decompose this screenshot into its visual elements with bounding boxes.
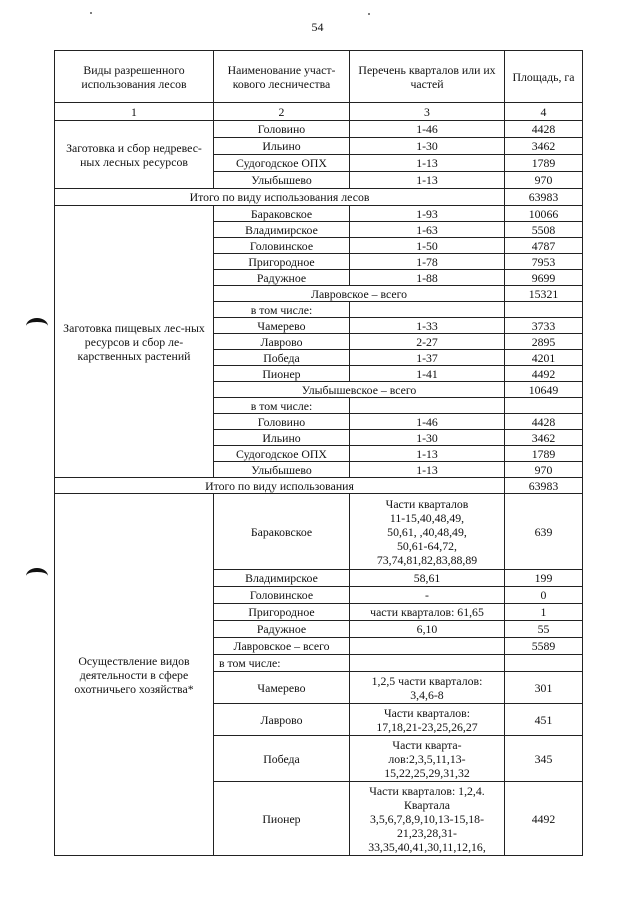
forestry-name: Головинское bbox=[214, 238, 350, 254]
header-forestry-name: Наименование участ-кового лесничества bbox=[214, 51, 350, 103]
quarters-value: 1-50 bbox=[350, 238, 505, 254]
forestry-name: Победа bbox=[214, 350, 350, 366]
quarters-line: Квартала bbox=[403, 797, 451, 812]
area-value: 4492 bbox=[505, 782, 583, 856]
quarters-line: Части кварта- bbox=[392, 737, 462, 752]
forestry-name: Улыбышево bbox=[214, 462, 350, 478]
including-label: в том числе: bbox=[214, 302, 350, 318]
forestry-name: Победа bbox=[214, 736, 350, 782]
area-value: 4201 bbox=[505, 350, 583, 366]
quarters-value bbox=[350, 672, 505, 704]
subtotal-label: Улыбышевское – всего bbox=[214, 382, 505, 398]
forestry-name: Головино bbox=[214, 121, 350, 138]
page-number: 54 bbox=[311, 20, 324, 34]
area-value: 7953 bbox=[505, 254, 583, 270]
quarters-value: 1-37 bbox=[350, 350, 505, 366]
quarters-value: 58,61 bbox=[350, 570, 505, 587]
total-area: 63983 bbox=[505, 189, 583, 206]
area-value: 4492 bbox=[505, 366, 583, 382]
area-value: 970 bbox=[505, 462, 583, 478]
area-value: 3462 bbox=[505, 138, 583, 155]
total-row bbox=[55, 478, 583, 494]
binder-hole-mark bbox=[26, 318, 48, 334]
forestry-name: Владимирское bbox=[214, 570, 350, 587]
forestry-name: Чамерево bbox=[214, 672, 350, 704]
including-label: в том числе: bbox=[214, 655, 350, 672]
table-row bbox=[55, 206, 583, 222]
forestry-name: Ильино bbox=[214, 430, 350, 446]
forestry-name: Чамерево bbox=[214, 318, 350, 334]
forestry-name: Улыбышево bbox=[214, 172, 350, 189]
area-value: 1789 bbox=[505, 446, 583, 462]
quarters-value: 1-13 bbox=[350, 172, 505, 189]
quarters-value: 1-78 bbox=[350, 254, 505, 270]
scan-speck bbox=[90, 12, 92, 14]
subtotal-label: Лавровское – всего bbox=[214, 638, 350, 655]
area-value: 301 bbox=[505, 672, 583, 704]
column-number: 4 bbox=[505, 103, 583, 121]
quarters-value: 1-30 bbox=[350, 430, 505, 446]
area-value: 2895 bbox=[505, 334, 583, 350]
use-type-cell: Осуществление видов деятельности в сфере охотничьего хозяйства* bbox=[55, 494, 214, 856]
quarters-value: 1-46 bbox=[350, 121, 505, 138]
quarters-value: 6,10 bbox=[350, 621, 505, 638]
table-row bbox=[55, 121, 583, 138]
quarters-line: 17,18,21-23,25,26,27 bbox=[376, 719, 478, 734]
quarters-value: 1-33 bbox=[350, 318, 505, 334]
forestry-name: Владимирское bbox=[214, 222, 350, 238]
quarters-line: 11-15,40,48,49, bbox=[389, 510, 465, 525]
area-value: 345 bbox=[505, 736, 583, 782]
forestry-name: Судогодское ОПХ bbox=[214, 155, 350, 172]
quarters-value: 1-13 bbox=[350, 155, 505, 172]
forestry-name: Радужное bbox=[214, 270, 350, 286]
area-value: 3462 bbox=[505, 430, 583, 446]
area-value: 639 bbox=[505, 494, 583, 570]
quarters-line: Части кварталов: 1,2,4. bbox=[369, 783, 485, 798]
use-type-cell: Заготовка и сбор недревес-ных лесных ресурсов bbox=[55, 121, 214, 189]
quarters-line: 21,23,28,31- bbox=[397, 825, 457, 840]
column-number: 1 bbox=[55, 103, 214, 121]
quarters-line: 50,61, ,40,48,49, bbox=[387, 524, 467, 539]
forestry-name: Лаврово bbox=[214, 704, 350, 736]
quarters-value: 2-27 bbox=[350, 334, 505, 350]
header-quarters: Перечень кварталов или их частей bbox=[350, 51, 505, 103]
quarters-value bbox=[350, 704, 505, 736]
quarters-line: Части кварталов: bbox=[384, 705, 470, 720]
area-value: 970 bbox=[505, 172, 583, 189]
total-row bbox=[55, 189, 583, 206]
subtotal-label: Лавровское – всего bbox=[214, 286, 505, 302]
forestry-name: Лаврово bbox=[214, 334, 350, 350]
area-value: 10066 bbox=[505, 206, 583, 222]
area-value: 9699 bbox=[505, 270, 583, 286]
quarters-value bbox=[350, 494, 505, 570]
subtotal-area: 5589 bbox=[505, 638, 583, 655]
area-value: 4787 bbox=[505, 238, 583, 254]
quarters-value: 1-63 bbox=[350, 222, 505, 238]
area-value: 1 bbox=[505, 604, 583, 621]
forestry-name: Пригородное bbox=[214, 254, 350, 270]
quarters-value bbox=[350, 736, 505, 782]
quarters-line: 1,2,5 части кварталов: bbox=[371, 673, 483, 688]
forestry-name: Головинское bbox=[214, 587, 350, 604]
table-row bbox=[55, 494, 583, 570]
area-value: 1789 bbox=[505, 155, 583, 172]
forestry-name: Радужное bbox=[214, 621, 350, 638]
use-type-cell: Заготовка пищевых лес-ных ресурсов и сбор ле-карственных растений bbox=[55, 206, 214, 478]
quarters-value: 1-41 bbox=[350, 366, 505, 382]
quarters-line: 3,4,6-8 bbox=[410, 687, 444, 702]
quarters-value: 1-30 bbox=[350, 138, 505, 155]
quarters-value: 1-88 bbox=[350, 270, 505, 286]
quarters-line: 15,22,25,29,31,32 bbox=[384, 765, 470, 780]
total-label: Итого по виду использования лесов bbox=[55, 189, 505, 206]
quarters-value bbox=[350, 782, 505, 856]
header-use-type: Виды разрешенного использования лесов bbox=[55, 51, 214, 103]
quarters-line: Части кварталов bbox=[385, 496, 469, 511]
column-number-row bbox=[55, 103, 583, 121]
including-label: в том числе: bbox=[214, 398, 350, 414]
quarters-value: части кварталов: 61,65 bbox=[350, 604, 505, 621]
forest-use-table bbox=[54, 50, 583, 856]
forestry-name: Судогодское ОПХ bbox=[214, 446, 350, 462]
forestry-name: Пригородное bbox=[214, 604, 350, 621]
subtotal-area: 10649 bbox=[505, 382, 583, 398]
quarters-line: 73,74,81,82,83,88,89 bbox=[376, 552, 478, 567]
area-value: 199 bbox=[505, 570, 583, 587]
total-label: Итого по виду использования bbox=[55, 478, 505, 494]
quarters-line: 3,5,6,7,8,9,10,13-15,18- bbox=[369, 811, 485, 826]
column-number: 3 bbox=[350, 103, 505, 121]
quarters-line: 33,35,40,41,30,11,12,16, bbox=[368, 839, 486, 854]
column-number: 2 bbox=[214, 103, 350, 121]
subtotal-area: 15321 bbox=[505, 286, 583, 302]
forestry-name: Бараковское bbox=[214, 494, 350, 570]
binder-hole-mark bbox=[26, 568, 48, 584]
area-value: 451 bbox=[505, 704, 583, 736]
quarters-line: 50,61-64,72, bbox=[397, 538, 457, 553]
area-value: 3733 bbox=[505, 318, 583, 334]
scan-speck bbox=[368, 13, 370, 15]
area-value: 5508 bbox=[505, 222, 583, 238]
quarters-value: - bbox=[350, 587, 505, 604]
quarters-line: лов:2,3,5,11,13- bbox=[388, 751, 466, 766]
area-value: 4428 bbox=[505, 414, 583, 430]
quarters-value: 1-13 bbox=[350, 462, 505, 478]
forestry-name: Ильино bbox=[214, 138, 350, 155]
area-value: 0 bbox=[505, 587, 583, 604]
area-value: 4428 bbox=[505, 121, 583, 138]
forestry-name: Пионер bbox=[214, 782, 350, 856]
header-row bbox=[55, 51, 583, 103]
quarters-value: 1-46 bbox=[350, 414, 505, 430]
forestry-name: Пионер bbox=[214, 366, 350, 382]
forestry-name: Головино bbox=[214, 414, 350, 430]
header-area: Площадь, га bbox=[505, 51, 583, 103]
quarters-value: 1-93 bbox=[350, 206, 505, 222]
total-area: 63983 bbox=[505, 478, 583, 494]
forestry-name: Бараковское bbox=[214, 206, 350, 222]
area-value: 55 bbox=[505, 621, 583, 638]
quarters-value: 1-13 bbox=[350, 446, 505, 462]
